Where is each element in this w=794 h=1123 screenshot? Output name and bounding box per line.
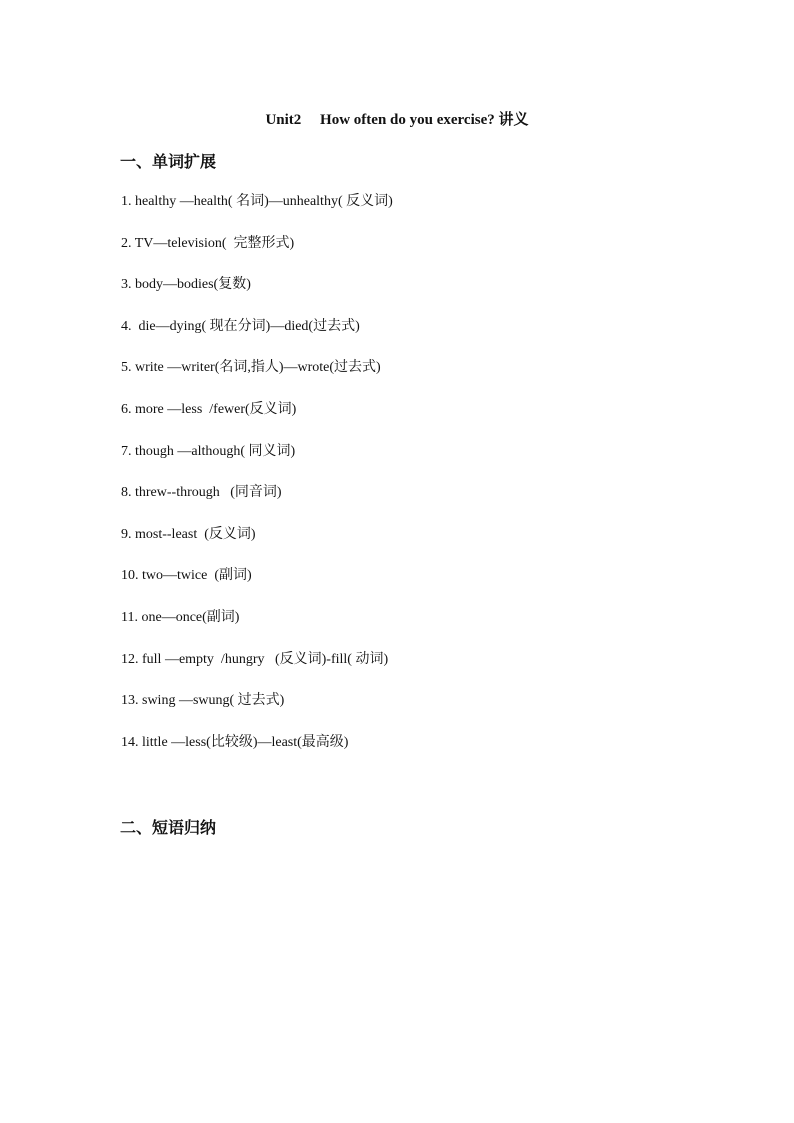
section-heading-vocabulary: 一、单词扩展 [120,152,217,171]
list-item: 6. more —less /fewer(反义词) [121,401,297,417]
list-item: 10. two—twice (副词) [121,568,252,584]
list-item: 5. write —writer(名词,指人)—wrote(过去式) [121,360,381,376]
list-item: 1. healthy —health( 名词)—unhealthy( 反义词) [121,194,393,209]
page-title: Unit2 How often do you exercise? 讲义 [265,112,529,128]
list-item: 8. threw--through (同音词) [121,485,282,501]
list-item: 14. little —less(比较级)—least(最高级) [121,734,349,750]
list-item: 7. though —although( 同义词) [121,443,296,459]
list-item: 9. most--least (反义词) [121,526,256,542]
section-heading-phrases: 二、短语归纳 [120,818,217,837]
list-item: 4. die—dying( 现在分词)—died(过去式) [121,318,360,334]
list-item: 2. TV—television( 完整形式) [121,235,295,251]
vocabulary-list [121,192,393,774]
list-item: 11. one—once(副词) [121,609,240,625]
list-item: 13. swing —swung( 过去式) [121,693,285,709]
list-item: 12. full —empty /hungry (反义词)-fill( 动词) [121,651,389,667]
list-item: 3. body—bodies(复数) [121,277,251,293]
